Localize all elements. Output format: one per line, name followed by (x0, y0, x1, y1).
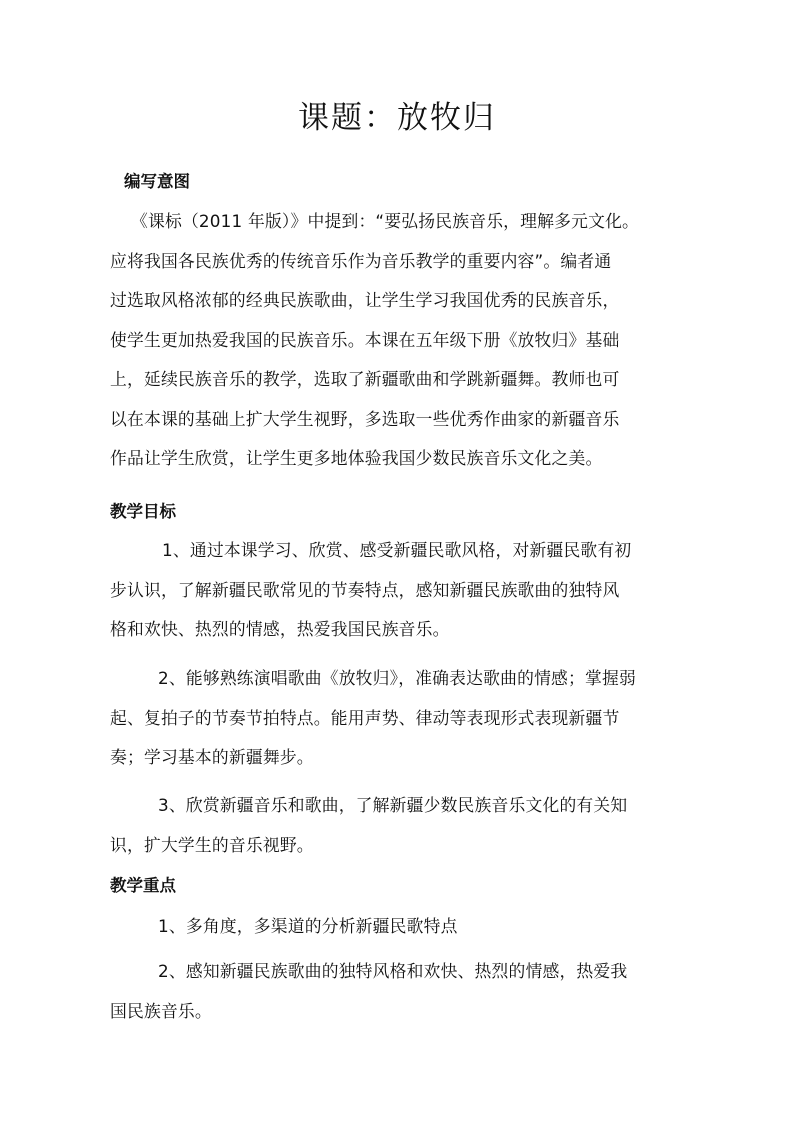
paragraph-line: 识，扩大学生的音乐视野。 (110, 834, 314, 855)
key-point-paragraph-1 (110, 907, 676, 947)
objective-paragraph-2 (110, 659, 676, 778)
section-heading-key-points: 教学重点 (110, 876, 176, 895)
paragraph-line: 过选取风格浓郁的经典民族歌曲，让学生学习我国优秀的民族音乐， (110, 290, 620, 310)
paragraph-line: 上，延续民族音乐的教学，选取了新疆歌曲和学跳新疆舞。教师也可 (110, 369, 620, 389)
page-title: 课题：放牧归 (298, 100, 496, 136)
paragraph-line: 《课标（2011 年版）》中提到：“要弘扬民族音乐，理解多元文化。 (131, 211, 640, 231)
paragraph-line: 1、多角度，多渠道的分析新疆民歌特点 (158, 916, 458, 936)
paragraph-line: 使学生更加热爱我国的民族音乐。本课在五年级下册《放牧归》基础 (110, 329, 620, 350)
paragraph-line: 作品让学生欣赏，让学生更多地体验我国少数民族音乐文化之美。 (110, 448, 603, 468)
paragraph-line: 步认识，了解新疆民歌常见的节奏特点，感知新疆民族歌曲的独特风 (110, 579, 620, 600)
paragraph-line: 格和欢快、热烈的情感，热爱我国民族音乐。 (110, 619, 450, 639)
paragraph-line: 2、能够熟练演唱歌曲《放牧归》，准确表达歌曲的情感；掌握弱 (158, 668, 636, 688)
objective-paragraph-1 (110, 531, 676, 650)
intent-paragraph (110, 202, 676, 479)
paragraph-line: 奏；学习基本的新疆舞步。 (110, 747, 314, 767)
section-heading-objectives: 教学目标 (110, 502, 176, 521)
paragraph-line: 2、感知新疆民族歌曲的独特风格和欢快、热烈的情感，热爱我 (158, 961, 628, 981)
paragraph-line: 3、欣赏新疆音乐和歌曲，了解新疆少数民族音乐文化的有关知 (158, 795, 628, 815)
section-heading-intent: 编写意图 (124, 172, 190, 191)
paragraph-line: 起、复拍子的节奏节拍特点。能用声势、律动等表现形式表现新疆节 (110, 707, 620, 728)
key-point-paragraph-2 (110, 952, 676, 1031)
paragraph-line: 应将我国各民族优秀的传统音乐作为音乐教学的重要内容”。编者通 (110, 250, 612, 271)
paragraph-line: 以在本课的基础上扩大学生视野，多选取一些优秀作曲家的新疆音乐 (110, 408, 620, 429)
paragraph-line: 1、通过本课学习、欣赏、感受新疆民歌风格，对新疆民歌有初 (162, 540, 632, 560)
paragraph-line: 国民族音乐。 (110, 1000, 212, 1021)
objective-paragraph-3 (110, 786, 676, 865)
